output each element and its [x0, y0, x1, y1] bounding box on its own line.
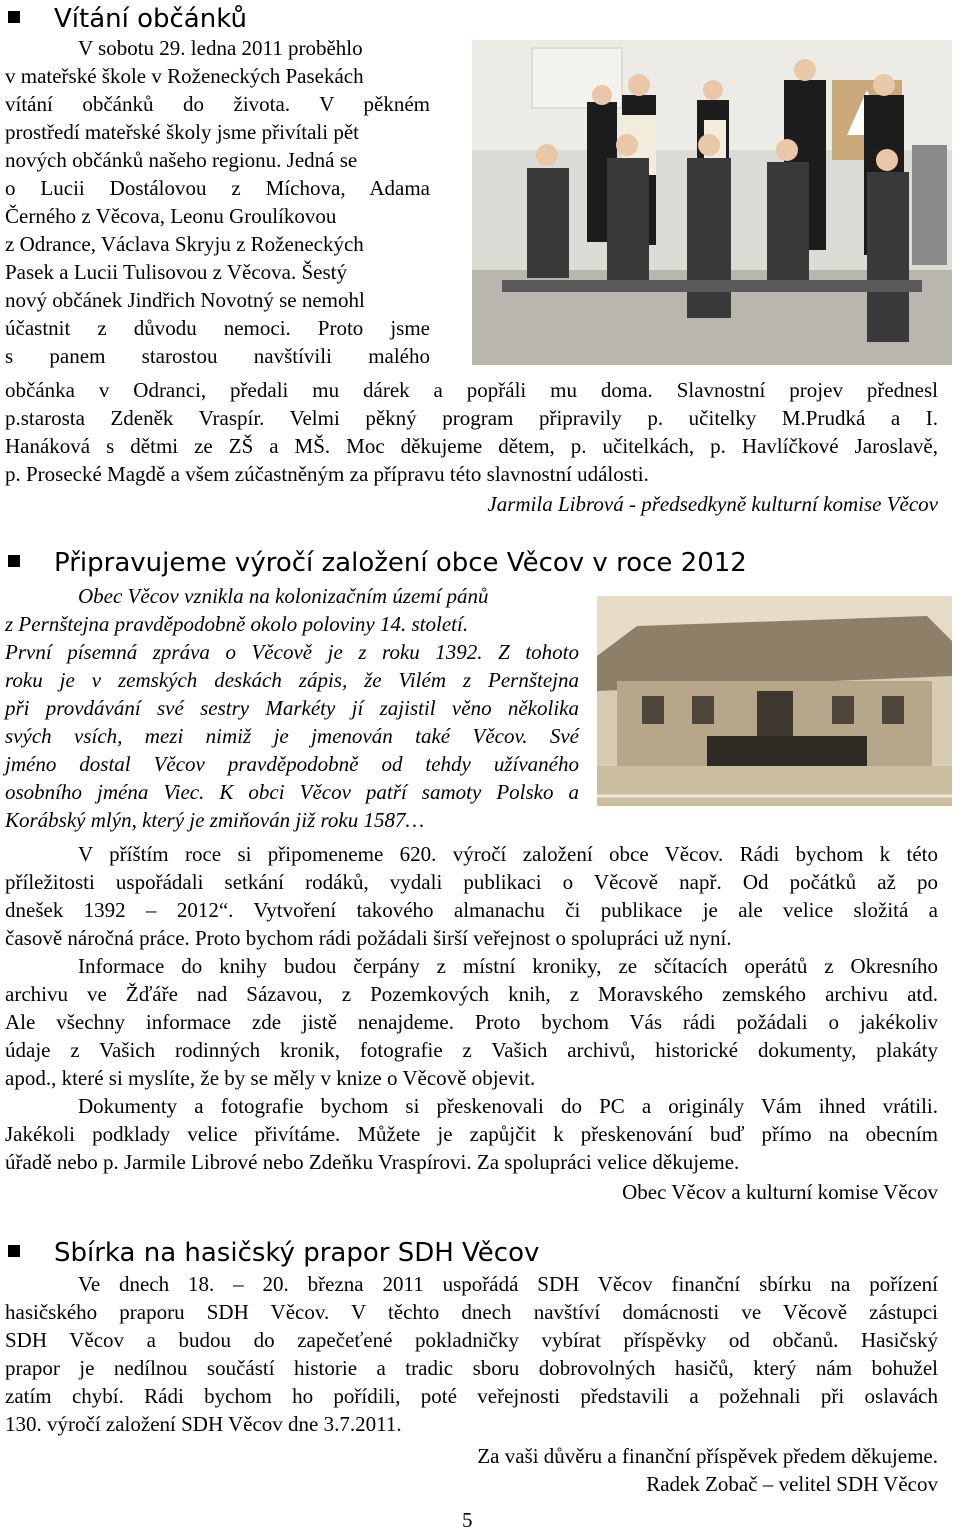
text-line: První písemná zpráva o Věcově je z roku 1392. Z tohoto — [5, 640, 579, 664]
text-line: SDH Věcov a budou do zapečeťené pokladničky vybírat příspěvky od občanů. Hasičský — [5, 1328, 938, 1352]
text-line: nových občánků našeho regionu. Jedná se — [5, 148, 358, 172]
bullet-icon — [8, 11, 20, 23]
text-line: v mateřské škole v Roženeckých Pasekách — [5, 64, 364, 88]
text-line: svých vsích, mezi nimiž je jmenován také Věcov. Své — [5, 724, 579, 748]
text-line: Obec Věcov vznikla na kolonizačním území pánů — [78, 584, 489, 608]
text-line: roku je v zemských deskách zápis, že Vilém z Pernštejna — [5, 668, 579, 692]
text-line: p.starosta Zdeněk Vraspír. Velmi pěkný program připravily p. učitelky M.Prudká a I. — [5, 406, 938, 430]
group-photo — [472, 40, 952, 365]
historic-photo-image — [597, 596, 952, 806]
section-heading-vyroci: Připravujeme výročí založení obce Věcov v roce 2012 — [8, 546, 747, 580]
text-line: časově náročná práce. Proto bychom rádi požádali širší veřejnost o spolupráci už nyní. — [5, 926, 732, 950]
signature: Jarmila Librová - předsedkyně kulturní komise Věcov — [487, 492, 938, 516]
bullet-icon — [8, 555, 20, 567]
section-heading-sbirka: Sbírka na hasičský prapor SDH Věcov — [8, 1236, 539, 1270]
text-line: účastnit z důvodu nemoci. Proto jsme — [5, 316, 430, 340]
page-number: 5 — [462, 1508, 473, 1532]
text-line: Jakékoli podklady velice přivítáme. Můžete je zapůjčit k přeskenování buď přímo na obecním — [5, 1122, 938, 1146]
text-line: o Lucii Dostálovou z Míchova, Adama — [5, 176, 430, 200]
text-line: s panem starostou navštívili malého — [5, 344, 430, 368]
text-line: Ale všechny informace zde jistě nenajdeme. Proto bychom Vás rádi požádali o jakékoliv — [5, 1010, 938, 1034]
text-line: apod., které si myslíte, že by se měly v knize o Věcově objevit. — [5, 1066, 536, 1090]
signature: Obec Věcov a kulturní komise Věcov — [622, 1180, 938, 1204]
text-line: občánka v Odranci, předali mu dárek a popřáli mu doma. Slavnostní projev přednesl — [5, 378, 938, 402]
text-line: příležitosti uspořádali setkání rodáků, vydali publikaci o Věcově např. Od počátků až po — [5, 870, 938, 894]
text-line: úřadě nebo p. Jarmile Librové nebo Zdeňku Vraspírovi. Za spolupráci velice děkujeme. — [5, 1150, 740, 1174]
text-line: jméno dostal Věcov pravděpodobně od tehdy užívaného — [5, 752, 579, 776]
text-line: 130. výročí založení SDH Věcov dne 3.7.2011. — [5, 1412, 402, 1436]
text-line: Černého z Věcova, Leonu Groulíkovou — [5, 204, 337, 228]
group-photo-image — [472, 40, 952, 365]
text-line: Dokumenty a fotografie bychom si přeskenovali do PC a originály Vám ihned vrátili. — [78, 1094, 938, 1118]
text-line: prapor je nedílnou součástí historie a tradic sboru dobrovolných hasičů, který nám bohužel — [5, 1356, 938, 1380]
section-heading-vitani: Vítání občánků — [8, 2, 247, 36]
text-line: při provdávání své sestry Markéty jí zajistil věno několika — [5, 696, 579, 720]
text-line: z Pernštejna pravděpodobně okolo poloviny 14. století. — [5, 612, 469, 636]
text-line: osobního jména Viec. K obci Věcov patří samoty Polsko a — [5, 780, 579, 804]
text-line: hasičského praporu SDH Věcov. V těchto dnech navštíví domácnosti ve Věcově zástupci — [5, 1300, 938, 1324]
signature: Radek Zobač – velitel SDH Věcov — [646, 1472, 938, 1496]
text-line: Korábský mlýn, který je zmiňován již roku 1587… — [5, 808, 425, 832]
text-line: Informace do knihy budou čerpány z místní kroniky, ze sčítacích operátů z Okresního — [78, 954, 938, 978]
bullet-icon — [8, 1245, 20, 1257]
text-line: prostředí mateřské školy jsme přivítali pět — [5, 120, 360, 144]
text-line: p. Prosecké Magdě a všem zúčastněným za přípravu této slavnostní události. — [5, 462, 649, 486]
closing-line: Za vaši důvěru a finanční příspěvek předem děkujeme. — [477, 1444, 938, 1468]
text-line: údaje z Vašich rodinných kronik, fotografie z Vašich archivů, historické dokumenty, plakáty — [5, 1038, 938, 1062]
text-line: V příštím roce si připomeneme 620. výročí založení obce Věcov. Rádi bychom k této — [78, 842, 938, 866]
text-line: vítání občánků do života. V pěkném — [5, 92, 430, 116]
text-line: z Odrance, Václava Skryju z Roženeckých — [5, 232, 364, 256]
text-line: dnešek 1392 – 2012“. Vytvoření takového almanachu či publikace je ale velice složitá a — [5, 898, 938, 922]
historic-photo — [597, 596, 952, 806]
text-line: archivu ve Žďáře nad Sázavou, z Pozemkových knih, z Moravského zemského archivu atd. — [5, 982, 938, 1006]
text-line: Ve dnech 18. – 20. března 2011 uspořádá SDH Věcov finanční sbírku na pořízení — [78, 1272, 938, 1296]
text-line: zatím chybí. Rádi bychom ho pořídili, poté veřejnosti představili a požehnali při oslavách — [5, 1384, 938, 1408]
text-line: Pasek a Lucii Tulisovou z Věcova. Šestý — [5, 260, 348, 284]
text-line: Hanáková s dětmi ze ZŠ a MŠ. Moc děkujeme dětem, p. učitelkách, p. Havlíčkové Jaroslavě, — [5, 434, 938, 458]
text-line: V sobotu 29. ledna 2011 proběhlo — [78, 36, 363, 60]
text-line: nový občánek Jindřich Novotný se nemohl — [5, 288, 365, 312]
